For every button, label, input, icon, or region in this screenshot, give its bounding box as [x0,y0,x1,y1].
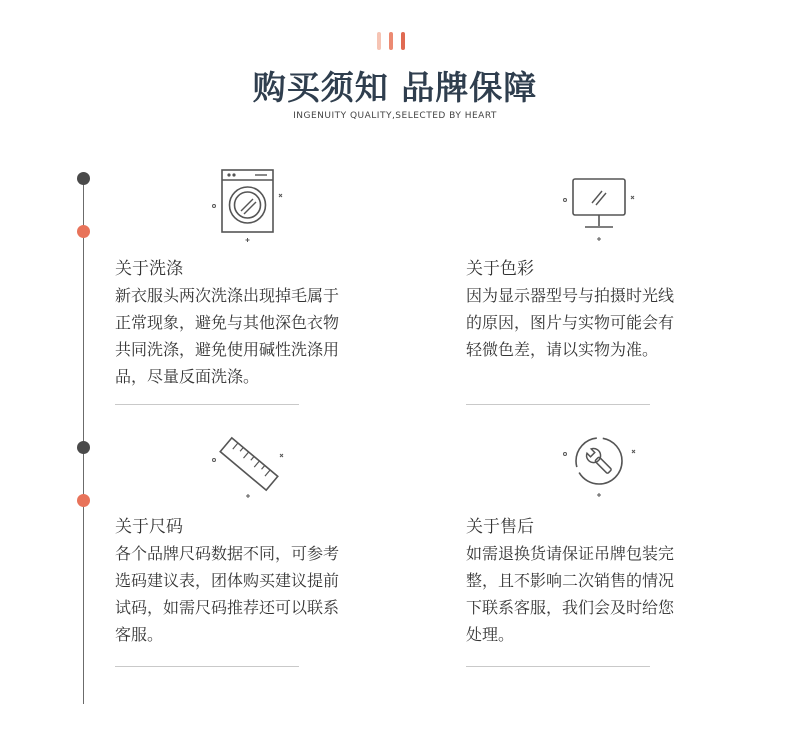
section-body-line: 下联系客服，我们会及时给您 [466,598,675,617]
section-body-line: 各个品牌尺码数据不同，可参考 [115,544,340,563]
accent-bar [377,32,381,50]
section-body-line: 因为显示器型号与拍摄时光线 [466,286,675,305]
section-body [466,282,756,363]
section-heading: 关于色彩 [466,259,534,279]
section-divider [115,404,299,405]
section-heading: 关于售后 [466,517,534,537]
timeline-dot-dark [77,172,90,185]
section-body-line: 选码建议表，团体购买建议提前 [115,571,340,590]
section-body-line: 的原因，图片与实物可能会有 [466,313,675,332]
section-heading: 关于尺码 [115,517,183,537]
ruler-icon [207,430,291,506]
page-title: 购买须知 品牌保障 [252,68,538,107]
section-body [115,282,405,390]
section-body-line: 轻微色差，请以实物为准。 [466,340,659,359]
accent-bar [401,32,405,50]
page-subtitle: INGENUITY QUALITY,SELECTED BY HEART [293,111,497,121]
section-body-line: 正常现象，避免与其他深色衣物 [115,313,340,332]
section-body-line: 客服。 [115,625,164,644]
section-divider [115,666,299,667]
section-body-line: 整，且不影响二次销售的情况 [466,571,675,590]
section-body [466,540,756,648]
accent-bars [377,32,413,50]
section-washing [115,160,405,410]
section-body-line: 品，尽量反面洗涤。 [115,367,260,386]
section-body-line: 如需退换货请保证吊牌包装完 [466,544,675,563]
washing-machine-icon [205,168,289,248]
section-color [466,160,756,410]
timeline-dot-accent [77,225,90,238]
timeline-dot-accent [77,494,90,507]
section-size [115,418,405,670]
section-body-line: 试码，如需尺码推荐还可以联系 [115,598,340,617]
monitor-icon [558,174,642,248]
section-divider [466,666,650,667]
section-divider [466,404,650,405]
section-body-line: 处理。 [466,625,515,644]
section-body-line: 共同洗涤，避免使用碱性洗涤用 [115,340,340,359]
section-heading: 关于洗涤 [115,259,183,279]
accent-bar [389,32,393,50]
section-after-sales [466,418,756,670]
timeline-dot-dark [77,441,90,454]
section-body-line: 新衣服头两次洗涤出现掉毛属于 [115,286,340,305]
wrench-icon [558,432,642,506]
section-body [115,540,405,648]
